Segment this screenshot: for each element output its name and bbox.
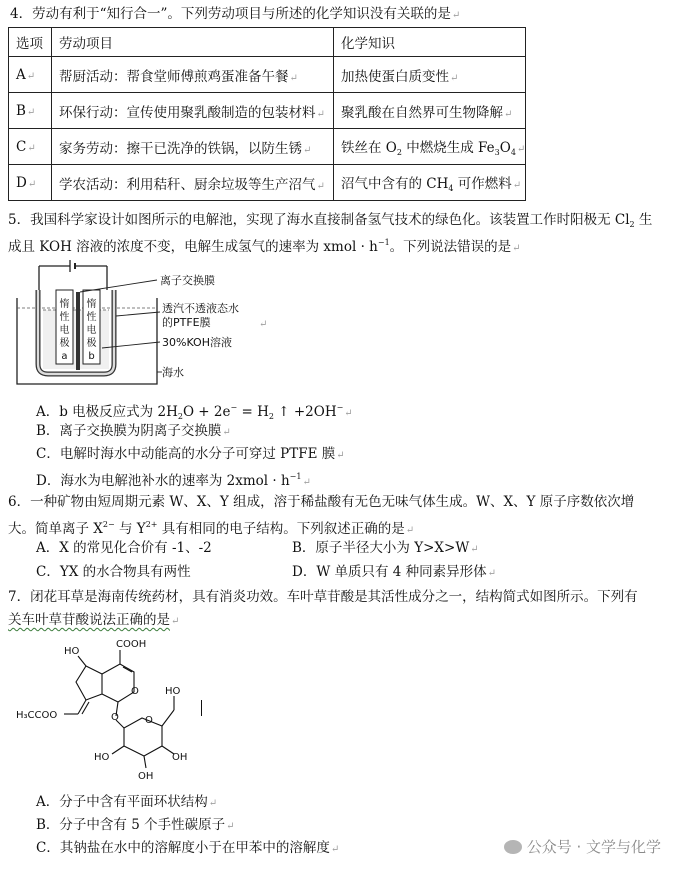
q7-stem-line2: 关车叶草苷酸说法正确的是↵ xyxy=(8,612,180,628)
label-ptfe-line2: 的PTFE膜 xyxy=(162,316,211,329)
label-cooh: COOH xyxy=(116,639,147,650)
table-row xyxy=(9,129,526,165)
row-option: B↵ xyxy=(9,93,52,129)
row-task: 环保行动：宣传使用聚乳酸制造的包装材料↵ xyxy=(52,93,334,129)
row-knowledge: 聚乳酸在自然界可生物降解↵ xyxy=(334,93,526,129)
q6-option-b: B．原子半径大小为 Y>X>W↵ xyxy=(292,540,479,556)
label-ion-exchange-membrane: 离子交换膜 xyxy=(160,274,215,287)
row-option: A↵ xyxy=(9,57,52,93)
label-ho-top: HO xyxy=(64,646,80,657)
row-option: D↵ xyxy=(9,165,52,201)
electrode-a-char: 惰 xyxy=(59,299,70,310)
label-ring-oxygen: O xyxy=(131,686,139,697)
row-knowledge: 铁丝在 $O_2$ 中燃烧生成 $Fe_3O_4↵$ xyxy=(334,129,526,165)
header-task: 劳动项目 xyxy=(52,28,334,57)
row-task: 学农活动：利用秸秆、厨余垃圾等生产沼气↵ xyxy=(52,165,334,201)
electrode-b-char: 电 xyxy=(86,325,97,336)
label-ho-left: HO xyxy=(94,752,110,763)
label-sugar-oxygen: O xyxy=(145,715,153,726)
table-row xyxy=(9,93,526,129)
electrode-b-char: 极 xyxy=(86,338,97,349)
q5-option-a: A．b 电极反应式为 $2H_2O + 2e^- = H_2$ ↑ +2OH−↵ xyxy=(36,403,353,421)
q4-stem: 4．劳动有利于“知行合一”。下列劳动项目与所述的化学知识没有关联的是↵ xyxy=(10,6,461,22)
row-knowledge: 沼气中含有的 $CH_4$ 可作燃料↵ xyxy=(334,165,526,201)
text-cursor xyxy=(201,700,202,716)
header-option: 选项 xyxy=(9,28,52,57)
label-koh-solution: 30%KOH溶液 xyxy=(162,336,232,349)
q6-option-c: C．YX 的水合物具有两性 xyxy=(36,564,191,580)
ion-exchange-membrane xyxy=(76,292,80,370)
electrode-b-char: 性 xyxy=(86,312,97,323)
table-header-row xyxy=(9,28,526,57)
q6-option-d: D．W 单质只有 4 种同素异形体↵ xyxy=(292,564,497,580)
electrode-b-char: b xyxy=(88,351,95,362)
q7-option-c: C．其钠盐在水中的溶解度小于在甲苯中的溶解度↵ xyxy=(36,840,340,856)
table-row xyxy=(9,165,526,201)
row-knowledge: 加热使蛋白质变性↵ xyxy=(334,57,526,93)
electrode-a-char: 极 xyxy=(59,338,70,349)
label-glycosidic-oxygen: O xyxy=(111,712,119,723)
electrode-a-char: a xyxy=(61,351,68,362)
diagram-end-mark: ↵ xyxy=(259,319,268,330)
q5-stem-line1: 5．我国科学家设计如图所示的电解池，实现了海水直接制备氢气技术的绿色化。该装置工作时阳极无 $Cl_2$ 生 xyxy=(8,212,653,229)
label-oh-bottom: OH xyxy=(138,771,154,782)
q4-table xyxy=(8,27,526,201)
label-ho-ch2: HO xyxy=(165,686,181,697)
q7-option-b: B．分子中含有 5 个手性碳原子↵ xyxy=(36,817,235,833)
watermark: 公众号 · 文学与化学 xyxy=(504,836,661,857)
row-option: C↵ xyxy=(9,129,52,165)
q5-option-d: D．海水为电解池补水的速率为 2xmol · $h^{-1}↵$ xyxy=(36,472,311,489)
header-knowledge: 化学知识 xyxy=(334,28,526,57)
q5-option-c: C．电解时海水中动能高的水分子可穿过 PTFE 膜↵ xyxy=(36,446,345,462)
q7-option-a: A．分子中含有平面环状结构↵ xyxy=(36,794,218,810)
q6-stem-line2: 大。简单离子 $X^{2-}$ 与 $Y^{2+}$ 具有相同的电子结构。下列叙述正确的是↵ xyxy=(8,520,415,537)
electrolysis-cell-diagram xyxy=(12,256,272,392)
electrode-b-char: 惰 xyxy=(86,299,97,310)
chemical-structure xyxy=(14,636,214,784)
table-row xyxy=(9,57,526,93)
q6-stem-line1: 6．一种矿物由短周期元素 W、X、Y 组成，溶于稀盐酸有无色无味气体生成。W、X、Y 原子序数依次增 xyxy=(8,494,635,510)
q5-option-b: B．离子交换膜为阴离子交换膜↵ xyxy=(36,423,231,439)
row-task: 家务劳动：擦干已洗净的铁锅，以防生锈↵ xyxy=(52,129,334,165)
electrode-a-char: 性 xyxy=(59,312,70,323)
row-task: 帮厨活动：帮食堂师傅煎鸡蛋准备午餐↵ xyxy=(52,57,334,93)
label-acetoxy: H₃CCOO xyxy=(16,710,58,721)
label-ptfe-line1: 透汽不透液态水 xyxy=(162,302,239,315)
q7-stem-line1: 7．闭花耳草是海南传统药材，具有消炎功效。车叶草苷酸是其活性成分之一，结构简式如图所示。下列有 xyxy=(8,589,638,605)
label-seawater: 海水 xyxy=(162,366,184,379)
q5-stem-line2: 成且 KOH 溶液的浓度不变，电解生成氢气的速率为 xmol · $h^{-1}$。下列说法错误的是↵ xyxy=(8,238,521,255)
electrode-a-char: 电 xyxy=(59,325,70,336)
q6-option-a: A．X 的常见化合价有 -1、-2 xyxy=(36,540,212,556)
label-oh-right: OH xyxy=(172,752,188,763)
wechat-icon xyxy=(504,840,522,854)
